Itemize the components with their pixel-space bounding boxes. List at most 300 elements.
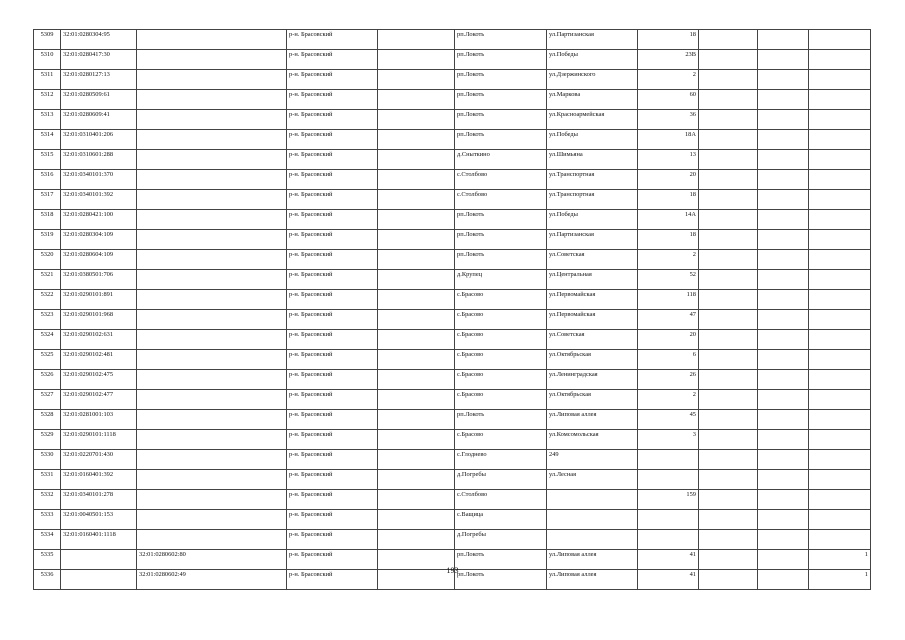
cell-cadastral-number: 32:01:0040501:153 [61,510,137,530]
cell-cadastral-number: 32:01:0290101:1118 [61,430,137,450]
cell-district: р-н. Брасовский [287,570,378,590]
cell-settlement: д.Погребы [455,530,547,550]
cell-cadastral-number: 32:01:0280304:95 [61,30,137,50]
cell-col-10 [758,250,809,270]
cell-parcel-number [137,170,287,190]
cell-settlement: с.Брасово [455,430,547,450]
cell-col-9 [699,330,758,350]
cell-row-number: 5312 [34,90,61,110]
cell-settlement: д.Сныткино [455,150,547,170]
cell-settlement: с.Брасово [455,350,547,370]
cell-parcel-number [137,90,287,110]
cell-extra [378,310,455,330]
cell-parcel-number: 32:01:0280602:49 [137,570,287,590]
cell-parcel-number: 32:01:0280602:80 [137,550,287,570]
cell-district: р-н. Брасовский [287,330,378,350]
table-row [34,210,871,230]
cell-col-10 [758,410,809,430]
cell-street: ул.Победы [547,50,638,70]
cell-parcel-number [137,290,287,310]
cell-col-9 [699,290,758,310]
cell-parcel-number [137,110,287,130]
cell-row-number: 5334 [34,530,61,550]
cell-house: 18 [638,190,699,210]
cell-district: р-н. Брасовский [287,270,378,290]
table-row [34,70,871,90]
cell-col-11 [809,90,871,110]
cell-extra [378,70,455,90]
cell-district: р-н. Брасовский [287,210,378,230]
cell-col-11 [809,30,871,50]
table-row [34,290,871,310]
table-row [34,530,871,550]
cell-parcel-number [137,330,287,350]
table-row [34,130,871,150]
cell-col-10 [758,490,809,510]
cell-house [638,450,699,470]
cell-extra [378,170,455,190]
cell-col-10 [758,90,809,110]
cell-street: ул.Липовая аллея [547,550,638,570]
cell-extra [378,450,455,470]
cell-cadastral-number: 32:01:0310401:206 [61,130,137,150]
cell-row-number: 5315 [34,150,61,170]
cell-col-11 [809,310,871,330]
cell-cadastral-number: 32:01:0280609:41 [61,110,137,130]
cell-district: р-н. Брасовский [287,50,378,70]
cell-col-11 [809,330,871,350]
cell-col-11 [809,210,871,230]
cell-col-10 [758,70,809,90]
table-row [34,370,871,390]
cell-street: 249 [547,450,638,470]
table-row [34,450,871,470]
cell-house: 26 [638,370,699,390]
cell-district: р-н. Брасовский [287,70,378,90]
cell-cadastral-number: 32:01:0310601:288 [61,150,137,170]
cell-settlement: д.Погребы [455,470,547,490]
cell-cadastral-number: 32:01:0340101:392 [61,190,137,210]
cell-settlement: рп.Локоть [455,30,547,50]
table-row [34,510,871,530]
cell-house [638,510,699,530]
cell-street [547,490,638,510]
cell-street: ул.Комсомольская [547,430,638,450]
cell-extra [378,210,455,230]
cell-district: р-н. Брасовский [287,530,378,550]
cell-row-number: 5335 [34,550,61,570]
cell-cadastral-number: 32:01:0160401:1118 [61,530,137,550]
cell-district: р-н. Брасовский [287,130,378,150]
cell-parcel-number [137,190,287,210]
table-row [34,110,871,130]
table-row [34,350,871,370]
cell-row-number: 5319 [34,230,61,250]
cell-settlement: рп.Локоть [455,230,547,250]
cell-row-number: 5327 [34,390,61,410]
cell-district: р-н. Брасовский [287,250,378,270]
cell-extra [378,130,455,150]
cell-parcel-number [137,130,287,150]
cell-col-9 [699,250,758,270]
cell-cadastral-number: 32:01:0220701:430 [61,450,137,470]
cell-cadastral-number: 32:01:0290102:475 [61,370,137,390]
cell-parcel-number [137,450,287,470]
cell-district: р-н. Брасовский [287,230,378,250]
table-row [34,270,871,290]
table-row [34,90,871,110]
cell-house: 2 [638,70,699,90]
cell-row-number: 5316 [34,170,61,190]
cell-cadastral-number: 32:01:0281001:103 [61,410,137,430]
cell-district: р-н. Брасовский [287,550,378,570]
cell-parcel-number [137,210,287,230]
cell-district: р-н. Брасовский [287,190,378,210]
registry-table-body [34,30,871,590]
cell-house: 20 [638,170,699,190]
cell-house: 47 [638,310,699,330]
cell-settlement: с.Брасово [455,390,547,410]
cell-house: 23В [638,50,699,70]
cell-district: р-н. Брасовский [287,370,378,390]
table-row [34,150,871,170]
cell-extra [378,410,455,430]
cell-district: р-н. Брасовский [287,110,378,130]
cell-house: 52 [638,270,699,290]
cell-settlement: рп.Локоть [455,550,547,570]
cell-col-10 [758,510,809,530]
cell-col-10 [758,370,809,390]
cell-extra [378,330,455,350]
cell-cadastral-number: 32:01:0280127:13 [61,70,137,90]
cell-cadastral-number: 32:01:0340101:278 [61,490,137,510]
cell-col-10 [758,50,809,70]
cell-district: р-н. Брасовский [287,290,378,310]
cell-col-9 [699,70,758,90]
cell-row-number: 5333 [34,510,61,530]
cell-col-9 [699,230,758,250]
cell-cadastral-number: 32:01:0280604:109 [61,250,137,270]
cell-col-9 [699,370,758,390]
cell-col-10 [758,450,809,470]
cell-street: ул.Липовая аллея [547,410,638,430]
cell-street: ул.Шимьяна [547,150,638,170]
cell-cadastral-number: 32:01:0280509:61 [61,90,137,110]
cell-settlement: рп.Локоть [455,130,547,150]
cell-district: р-н. Брасовский [287,470,378,490]
cell-house: 20 [638,330,699,350]
cell-district: р-н. Брасовский [287,430,378,450]
cell-parcel-number [137,230,287,250]
cell-street: ул.Маркова [547,90,638,110]
cell-house: 118 [638,290,699,310]
cell-street: ул.Дзержинского [547,70,638,90]
table-row [34,490,871,510]
cell-col-9 [699,510,758,530]
cell-parcel-number [137,370,287,390]
cell-settlement: с.Столбово [455,190,547,210]
cell-extra [378,430,455,450]
cell-settlement: с.Брасово [455,330,547,350]
cell-col-9 [699,90,758,110]
cell-district: р-н. Брасовский [287,90,378,110]
cell-col-10 [758,210,809,230]
cell-cadastral-number: 32:01:0280304:109 [61,230,137,250]
cell-house: 6 [638,350,699,370]
cell-cadastral-number: 32:01:0290101:968 [61,310,137,330]
cell-row-number: 5309 [34,30,61,50]
cell-extra [378,150,455,170]
table-row [34,190,871,210]
cell-row-number: 5313 [34,110,61,130]
cell-street: ул.Победы [547,130,638,150]
cell-col-9 [699,110,758,130]
cell-house [638,470,699,490]
cell-col-9 [699,50,758,70]
cell-row-number: 5336 [34,570,61,590]
cell-col-10 [758,190,809,210]
cell-settlement: рп.Локоть [455,570,547,590]
cell-street: ул.Октябрьская [547,390,638,410]
cell-col-11: 1 [809,550,871,570]
cell-col-11 [809,350,871,370]
cell-settlement: с.Глоднево [455,450,547,470]
cell-col-9 [699,130,758,150]
cell-district: р-н. Брасовский [287,410,378,430]
cell-row-number: 5331 [34,470,61,490]
cell-extra [378,290,455,310]
cell-house: 18 [638,230,699,250]
cell-district: р-н. Брасовский [287,310,378,330]
cell-district: р-н. Брасовский [287,390,378,410]
cell-extra [378,270,455,290]
registry-table [33,29,871,590]
cell-house: 36 [638,110,699,130]
table-row [34,410,871,430]
table-row [34,330,871,350]
cell-house: 18 [638,30,699,50]
table-row [34,390,871,410]
cell-street: ул.Первомайская [547,290,638,310]
cell-house: 41 [638,570,699,590]
cell-house: 3 [638,430,699,450]
cell-row-number: 5325 [34,350,61,370]
cell-district: р-н. Брасовский [287,170,378,190]
cell-cadastral-number: 32:01:0290101:891 [61,290,137,310]
cell-extra [378,390,455,410]
cell-parcel-number [137,390,287,410]
cell-col-11 [809,470,871,490]
cell-col-11 [809,510,871,530]
cell-col-10 [758,150,809,170]
cell-parcel-number [137,530,287,550]
table-row [34,250,871,270]
cell-col-11 [809,290,871,310]
cell-parcel-number [137,50,287,70]
cell-street: ул.Партизанская [547,230,638,250]
cell-col-10 [758,30,809,50]
cell-street: ул.Первомайская [547,310,638,330]
page-number: 193 [446,566,459,575]
cell-col-10 [758,330,809,350]
cell-row-number: 5318 [34,210,61,230]
cell-parcel-number [137,250,287,270]
cell-house: 45 [638,410,699,430]
cell-settlement: д.Крупец [455,270,547,290]
cell-settlement: рп.Локоть [455,110,547,130]
cell-col-9 [699,190,758,210]
cell-col-10 [758,350,809,370]
cell-settlement: рп.Локоть [455,70,547,90]
cell-house: 2 [638,250,699,270]
cell-extra [378,370,455,390]
cell-street [547,510,638,530]
cell-parcel-number [137,470,287,490]
cell-extra [378,250,455,270]
cell-street: ул.Советская [547,330,638,350]
cell-settlement: рп.Локоть [455,210,547,230]
cell-district: р-н. Брасовский [287,150,378,170]
cell-district: р-н. Брасовский [287,490,378,510]
cell-row-number: 5314 [34,130,61,150]
cell-settlement: с.Брасово [455,370,547,390]
cell-row-number: 5332 [34,490,61,510]
cell-col-11 [809,530,871,550]
table-row [34,310,871,330]
cell-extra [378,110,455,130]
cell-row-number: 5330 [34,450,61,470]
cell-street: ул.Октябрьская [547,350,638,370]
cell-cadastral-number: 32:01:0160401:392 [61,470,137,490]
cell-settlement: с.Столбово [455,490,547,510]
cell-extra [378,50,455,70]
cell-settlement: с.Брасово [455,290,547,310]
cell-cadastral-number: 32:01:0290102:631 [61,330,137,350]
cell-row-number: 5326 [34,370,61,390]
cell-col-11 [809,190,871,210]
cell-parcel-number [137,310,287,330]
cell-col-10 [758,530,809,550]
cell-house: 2 [638,390,699,410]
cell-col-9 [699,410,758,430]
table-row [34,170,871,190]
cell-col-11 [809,410,871,430]
cell-street: ул.Центральная [547,270,638,290]
cell-col-11: 1 [809,570,871,590]
cell-settlement: с.Ващица [455,510,547,530]
cell-col-10 [758,230,809,250]
cell-cadastral-number: 32:01:0290102:477 [61,390,137,410]
cell-col-10 [758,270,809,290]
cell-extra [378,30,455,50]
cell-col-11 [809,110,871,130]
cell-district: р-н. Брасовский [287,450,378,470]
table-row [34,230,871,250]
cell-col-10 [758,290,809,310]
cell-col-10 [758,390,809,410]
cell-col-11 [809,490,871,510]
cell-settlement: с.Брасово [455,310,547,330]
cell-house: 14А [638,210,699,230]
cell-street: ул.Красноармейская [547,110,638,130]
cell-parcel-number [137,510,287,530]
cell-col-11 [809,390,871,410]
cell-col-11 [809,430,871,450]
cell-parcel-number [137,490,287,510]
table-row [34,30,871,50]
cell-col-9 [699,210,758,230]
cell-cadastral-number: 32:01:0280421:100 [61,210,137,230]
cell-street [547,530,638,550]
table-row [34,50,871,70]
cell-row-number: 5329 [34,430,61,450]
cell-row-number: 5311 [34,70,61,90]
cell-extra [378,530,455,550]
cell-cadastral-number: 32:01:0380501:706 [61,270,137,290]
cell-parcel-number [137,350,287,370]
cell-col-9 [699,150,758,170]
cell-house: 41 [638,550,699,570]
cell-house: 18А [638,130,699,150]
cell-row-number: 5317 [34,190,61,210]
cell-parcel-number [137,70,287,90]
cell-col-11 [809,270,871,290]
cell-street: ул.Победы [547,210,638,230]
cell-row-number: 5310 [34,50,61,70]
cell-street: ул.Советская [547,250,638,270]
cell-col-11 [809,230,871,250]
cell-extra [378,470,455,490]
cell-house [638,530,699,550]
cell-col-11 [809,50,871,70]
cell-col-9 [699,450,758,470]
cell-col-9 [699,350,758,370]
cell-col-11 [809,150,871,170]
cell-col-10 [758,170,809,190]
cell-row-number: 5321 [34,270,61,290]
cell-settlement: рп.Локоть [455,410,547,430]
cell-extra [378,190,455,210]
cell-row-number: 5328 [34,410,61,430]
cell-col-9 [699,530,758,550]
cell-col-10 [758,470,809,490]
cell-parcel-number [137,270,287,290]
cell-extra [378,510,455,530]
cell-extra [378,90,455,110]
cell-house: 60 [638,90,699,110]
cell-col-9 [699,30,758,50]
cell-district: р-н. Брасовский [287,510,378,530]
cell-cadastral-number: 32:01:0340101:370 [61,170,137,190]
cell-house: 13 [638,150,699,170]
cell-col-11 [809,450,871,470]
cell-street: ул.Лесная [547,470,638,490]
cell-street: ул.Ленинградская [547,370,638,390]
table-row [34,430,871,450]
cell-col-10 [758,310,809,330]
cell-col-10 [758,110,809,130]
cell-row-number: 5323 [34,310,61,330]
cell-col-9 [699,270,758,290]
cell-street: ул.Партизанская [547,30,638,50]
cell-col-11 [809,370,871,390]
cell-cadastral-number: 32:01:0280417:30 [61,50,137,70]
cell-row-number: 5320 [34,250,61,270]
cell-street: ул.Транспортная [547,170,638,190]
cell-col-9 [699,310,758,330]
cell-street: ул.Липовая аллея [547,570,638,590]
table-row [34,470,871,490]
